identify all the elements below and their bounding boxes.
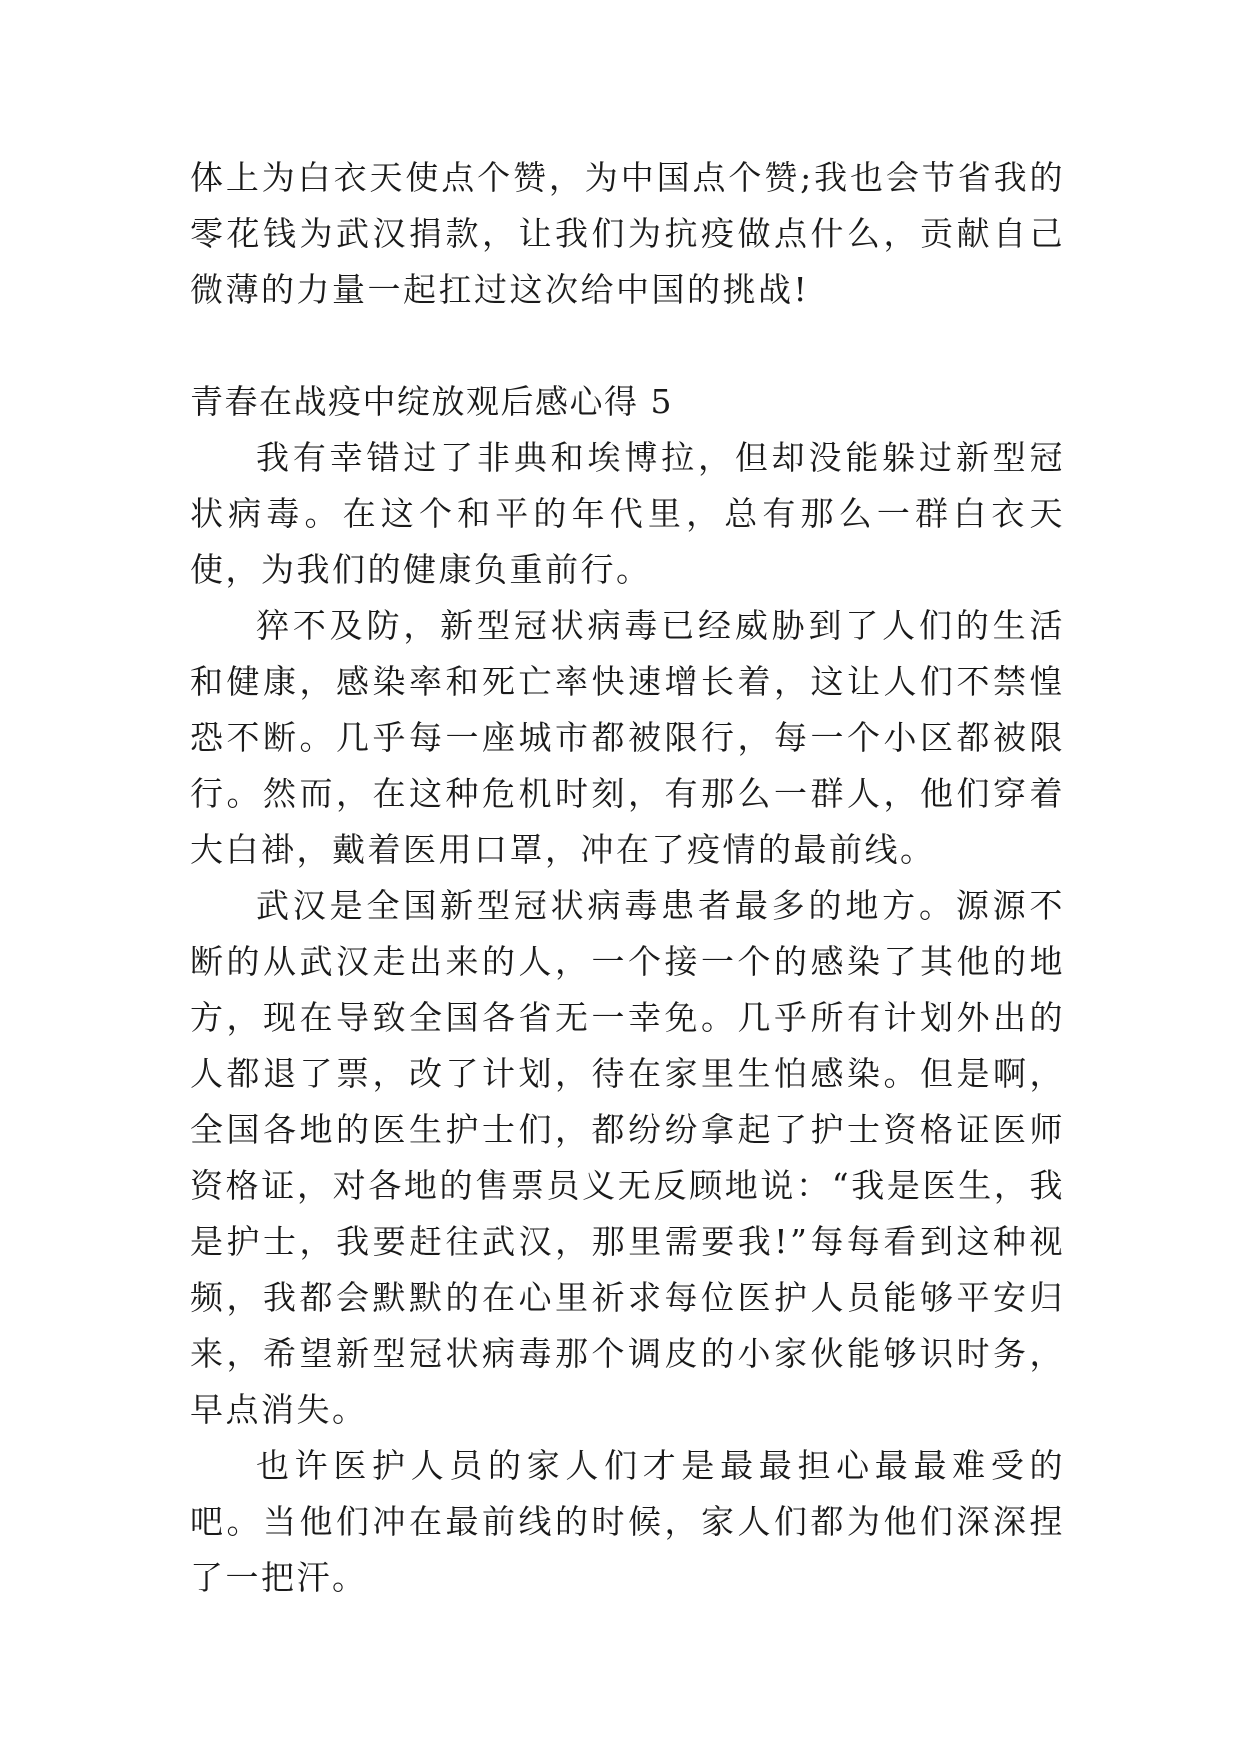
section-heading: 青春在战疫中绽放观后感心得 5	[190, 382, 673, 421]
body-paragraph-2: 猝不及防，新型冠状病毒已经威胁到了人们的生活和健康，感染率和死亡率快速增长着，这让人们不禁惶恐不断。几乎每一座城市都被限行，每一个小区都被限行。然而，在这种危机时刻，有那么一群人，他们穿着大白褂，戴着医用口罩，冲在了疫情的最前线。	[190, 606, 1065, 869]
body-paragraph-3: 武汉是全国新型冠状病毒患者最多的地方。源源不断的从武汉走出来的人，一个接一个的感染了其他的地方，现在导致全国各省无一幸免。几乎所有计划外出的人都退了票，改了计划，待在家里生怕感染。但是啊，全国各地的医生护士们，都纷纷拿起了护士资格证医师资格证，对各地的售票员义无反顾地说：“我是医生，我是护士，我要赶往武汉，那里需要我!”每每看到这种视频，我都会默默的在心里祈求每位医护人员能够平安归来，希望新型冠状病毒那个调皮的小家伙能够识时务，早点消失。	[190, 886, 1065, 1429]
continuation-paragraph: 体上为白衣天使点个赞，为中国点个赞;我也会节省我的零花钱为武汉捐款，让我们为抗疫做点什么，贡献自己微薄的力量一起扛过这次给中国的挑战!	[190, 158, 1065, 309]
document-body	[190, 150, 1065, 1606]
body-paragraph-4: 也许医护人员的家人们才是最最担心最最难受的吧。当他们冲在最前线的时候，家人们都为他们深深捏了一把汗。	[190, 1446, 1065, 1597]
body-paragraph-1: 我有幸错过了非典和埃博拉，但却没能躲过新型冠状病毒。在这个和平的年代里，总有那么一群白衣天使，为我们的健康负重前行。	[190, 438, 1065, 589]
